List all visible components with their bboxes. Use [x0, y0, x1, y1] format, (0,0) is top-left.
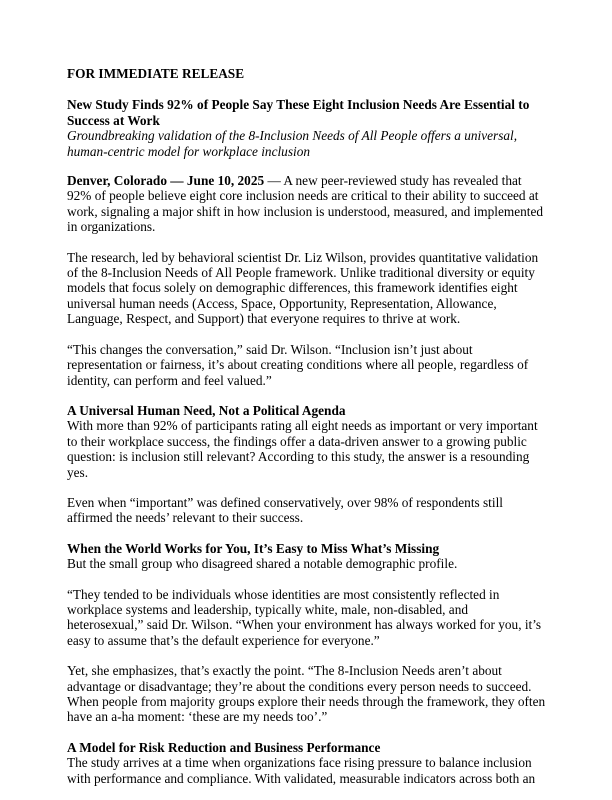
research-paragraph: The research, led by behavioral scientist Dr. Liz Wilson, provides quantitative validation of the 8-Inclusion Needs of All People framework. Unlike traditional diversity or equity models that focus solely on demographic differences, this framework identifies eight universal human needs (Access, Space, Opportunity, Representation, Allowance, Language, Respect, and Support) that everyone requires to thrive at work. [67, 249, 539, 327]
section-heading-risk-reduction: A Model for Risk Reduction and Business Performance [67, 739, 381, 755]
emphasis-paragraph: Yet, she emphasizes, that’s exactly the point. “The 8-Inclusion Needs aren’t about advantage or disadvantage; they’re about the conditions every person needs to succeed. When people from majority groups explore their needs through the framework, they often have an a-ha moment: ‘these are my needs too’.” [67, 663, 546, 725]
headline: New Study Finds 92% of People Say These Eight Inclusion Needs Are Essential to Success at Work [67, 97, 530, 128]
lead-paragraph [67, 173, 547, 235]
lead-text: — A new peer-reviewed study has revealed that 92% of people believe eight core inclusion needs are critical to their ability to succeed at work, signaling a major shift in how inclusion is understood, measured, and implemented in organizations. [67, 173, 544, 235]
dateline: Denver, Colorado — June 10, 2025 [67, 173, 265, 189]
press-release-page [67, 66, 547, 786]
section-heading-world-works: When the World Works for You, It’s Easy to Miss What’s Missing [67, 540, 440, 556]
identities-quote-paragraph: “They tended to be individuals whose identities are most consistently reflected in workplace systems and leadership, typically white, male, non-disabled, and heterosexual,” said Dr. Wilson. “When your environment has always worked for you, it’s easy to assume that’s the default experience for everyone.” [67, 586, 542, 648]
demographic-paragraph: But the small group who disagreed shared a notable demographic profile. [67, 556, 458, 572]
subheadline: Groundbreaking validation of the 8-Inclusion Needs of All People offers a universal, human-centric model for workplace inclusion [67, 128, 518, 159]
conservative-definition-paragraph: Even when “important” was defined conservatively, over 98% of respondents still affirmed the needs’ relevant to their success. [67, 494, 503, 526]
universal-need-paragraph: With more than 92% of participants rating all eight needs as important or very important to their workplace success, the findings offer a data-driven answer to a growing public question: is inclusion still relevant? According to this study, the answer is a resounding yes. [67, 418, 538, 480]
release-label: FOR IMMEDIATE RELEASE [67, 66, 245, 81]
quote-paragraph: “This changes the conversation,” said Dr. Wilson. “Inclusion isn’t just about representation or fairness, it’s about creating conditions where all people, regardless of identity, can perform and feel valued.” [67, 341, 529, 388]
risk-reduction-paragraph: The study arrives at a time when organizations face rising pressure to balance inclusion with performance and compliance. With validated, measurable indicators across both an [67, 755, 536, 786]
section-heading-universal-need: A Universal Human Need, Not a Political Agenda [67, 402, 346, 418]
